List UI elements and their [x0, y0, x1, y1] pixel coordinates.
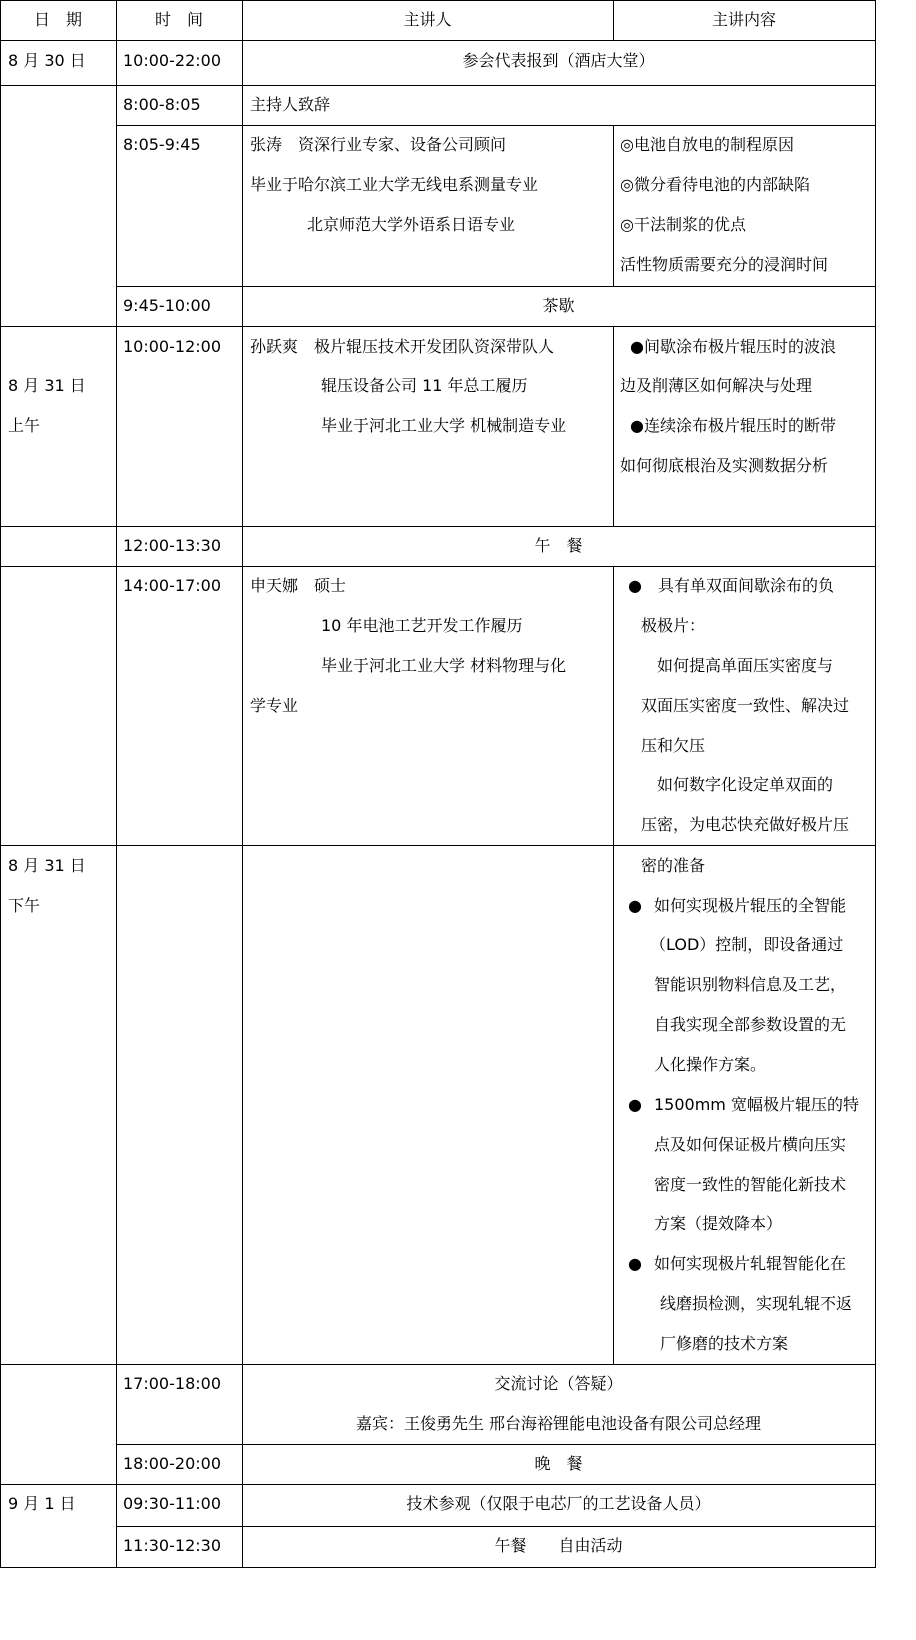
content-line: （LOD）控制，即设备通过: [650, 935, 844, 954]
row-time: 8:00-8:05: [123, 95, 201, 114]
content-line: ● 具有单双面间歇涂布的负: [628, 576, 834, 595]
content-line: 如何彻底根治及实测数据分析: [620, 456, 829, 475]
content-line: ◎电池自放电的制程原因: [620, 135, 794, 154]
speaker-line: 孙跃爽 极片辊压技术开发团队资深带队人: [250, 337, 555, 356]
content-line: 极极片：: [641, 616, 706, 635]
content-line: 压和欠压: [641, 736, 706, 755]
header-content: 主讲内容: [711, 10, 776, 29]
speaker-line: 毕业于哈尔滨工业大学无线电系测量专业: [250, 175, 539, 194]
content-line: ◎微分看待电池的内部缺陷: [620, 175, 810, 194]
row-time: 11:30-12:30: [123, 1536, 221, 1555]
row-date: 上午: [8, 416, 41, 435]
row-event: 午餐 自由活动: [494, 1536, 623, 1555]
content-line: 人化操作方案。: [654, 1055, 767, 1074]
content-line: 点及如何保证极片横向压实: [654, 1135, 847, 1154]
speaker-line: 张涛 资深行业专家、设备公司顾问: [250, 135, 507, 154]
content-line: 如何实现极片辊压的全智能: [654, 896, 847, 915]
row-date: 8 月 31 日: [8, 376, 86, 395]
row-time: 8:05-9:45: [123, 135, 201, 154]
bullet-icon: ●: [628, 1254, 642, 1273]
content-line: 密的准备: [641, 856, 706, 875]
row-date: 8 月 30 日: [8, 51, 86, 70]
bullet-icon: ●: [628, 896, 642, 915]
content-line: ●间歇涂布极片辊压时的波浪: [630, 337, 836, 356]
content-line: 如何实现极片轧辊智能化在: [654, 1254, 847, 1273]
header-date: 日 期: [33, 10, 82, 29]
speaker-line: 北京师范大学外语系日语专业: [307, 215, 516, 234]
row-time: 09:30-11:00: [123, 1494, 221, 1513]
content-line: 智能识别物料信息及工艺，: [654, 975, 847, 994]
row-time: 9:45-10:00: [123, 296, 211, 315]
row-time: 14:00-17:00: [123, 576, 221, 595]
content-line: 边及削薄区如何解决与处理: [620, 376, 813, 395]
speaker-line: 学专业: [250, 696, 299, 715]
bullet-icon: ●: [628, 1095, 642, 1114]
content-line: 如何数字化设定单双面的: [657, 775, 834, 794]
row-event: 技术参观（仅限于电芯厂的工艺设备人员）: [406, 1494, 711, 1513]
content-line: 线磨损检测，实现轧辊不返: [660, 1294, 853, 1313]
row-time: 10:00-22:00: [123, 51, 221, 70]
content-line: 方案（提效降本）: [654, 1214, 783, 1233]
row-time: 10:00-12:00: [123, 337, 221, 356]
row-event: 主持人致辞: [250, 95, 331, 114]
content-line: ●连续涂布极片辊压时的断带: [630, 416, 836, 435]
content-line: 密度一致性的智能化新技术: [654, 1175, 847, 1194]
row-time: 18:00-20:00: [123, 1454, 221, 1473]
content-line: 1500mm 宽幅极片辊压的特: [654, 1095, 859, 1114]
speaker-line: 毕业于河北工业大学 材料物理与化: [321, 656, 567, 675]
speaker-line: 申天娜 硕士: [250, 576, 347, 595]
content-line: ◎干法制浆的优点: [620, 215, 746, 234]
row-time: 12:00-13:30: [123, 536, 221, 555]
content-line: 如何提高单面压实密度与: [657, 656, 834, 675]
speaker-line: 辊压设备公司 11 年总工履历: [321, 376, 528, 395]
row-event-guest: 嘉宾：王俊勇先生 邢台海裕锂能电池设备有限公司总经理: [355, 1414, 762, 1433]
content-line: 双面压实密度一致性、解决过: [641, 696, 850, 715]
content-line: 活性物质需要充分的浸润时间: [620, 255, 829, 274]
header-time: 时 间: [154, 10, 203, 29]
speaker-line: 毕业于河北工业大学 机械制造专业: [321, 416, 567, 435]
content-line: 自我实现全部参数设置的无: [654, 1015, 847, 1034]
row-event: 晚 餐: [534, 1454, 583, 1473]
row-event: 午 餐: [534, 536, 583, 555]
content-line: 压密，为电芯快充做好极片压: [641, 815, 850, 834]
row-date: 下午: [8, 896, 41, 915]
row-time: 17:00-18:00: [123, 1374, 221, 1393]
row-date: 9 月 1 日: [8, 1494, 76, 1513]
header-speaker: 主讲人: [403, 10, 452, 29]
content-line: 厂修磨的技术方案: [660, 1334, 789, 1353]
row-event: 交流讨论（答疑）: [494, 1374, 623, 1393]
speaker-line: 10 年电池工艺开发工作履历: [321, 616, 523, 635]
row-event: 茶歇: [542, 296, 575, 315]
row-event: 参会代表报到（酒店大堂）: [462, 51, 655, 70]
row-date: 8 月 31 日: [8, 856, 86, 875]
